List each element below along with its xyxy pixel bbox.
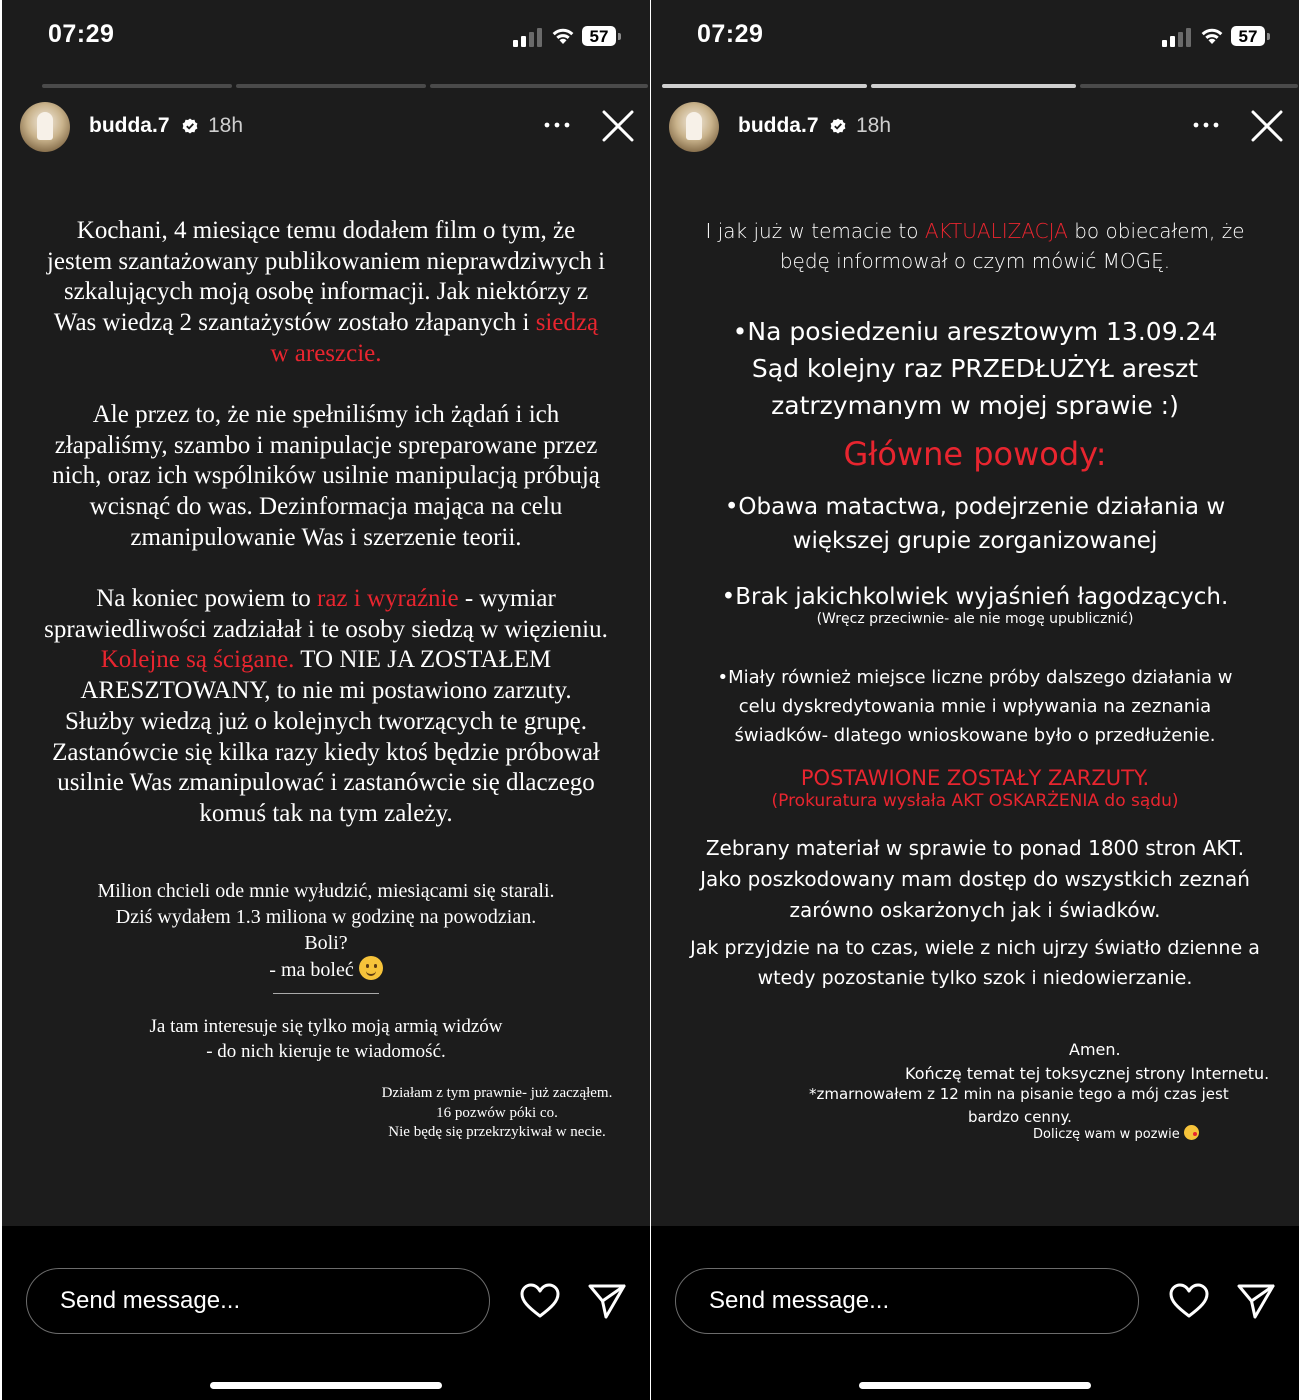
post-age: 18h (208, 114, 244, 137)
highlight-text: siedzą (535, 309, 599, 337)
status-bar (651, 0, 1299, 80)
cellular-signal-icon (513, 27, 543, 47)
cellular-signal-icon (1162, 27, 1192, 47)
text-line: - do nich kieruje te wiadomość. (206, 1041, 446, 1062)
text-line: Jak przyjdzie na to czas, wiele z nich ujrzy światło dzienne a (690, 937, 1260, 959)
text-line: celu dyskredytowania mnie i wpływania na zeznania (738, 696, 1212, 717)
material (651, 833, 1299, 926)
story-progress (42, 84, 648, 88)
text-line: Milion chcieli ode mnie wyłudzić, miesiącami się starali. (97, 880, 555, 902)
home-indicator[interactable] (859, 1382, 1091, 1389)
text-line: Na koniec powiem to raz i wyraźnie - wymiar (96, 585, 556, 612)
text-line: złapaliśmy, szambo i manipulacje spreparowane przez (54, 431, 598, 459)
text-line: Sąd kolejny raz PRZEDŁUŻYŁ areszt (751, 354, 1199, 383)
story-paragraph-6 (354, 1084, 640, 1143)
text-line: ARESZTOWANY, to nie mi postawiono zarzuty. (80, 677, 572, 705)
reply-bar (2, 1226, 650, 1400)
text-line: usilnie Was zmanipulować i zastanówcie się dlaczego (57, 769, 595, 797)
progress-segment (42, 84, 232, 88)
verified-badge-icon (830, 118, 846, 134)
text-line: •Miały również miejsce liczne próby dalszego działania w (717, 667, 1233, 688)
story-intro (651, 216, 1299, 276)
text-line: Nie będę się przekrzykiwał w necie. (388, 1124, 606, 1140)
text-line: •Obawa matactwa, podejrzenie działania w (724, 494, 1226, 520)
send-icon[interactable] (587, 1282, 627, 1320)
close-icon[interactable] (600, 108, 636, 144)
reason-2: •Brak jakichkolwiek wyjaśnień łagodzących. (721, 584, 1229, 610)
text-line: I jak już w temacie to AKTUALIZACJA bo obiecałem, że (705, 219, 1245, 243)
winking-kiss-emoji-icon (1184, 1125, 1199, 1140)
text-line: nich, oraz ich wspólników usilnie manipulacją próbują (52, 462, 600, 490)
outro-line: *zmarnowałem z 12 min na pisanie tego a mój czas jest (809, 1085, 1229, 1103)
story-hearing (651, 313, 1299, 424)
highlight-text: AKTUALIZACJA (924, 219, 1068, 243)
battery-icon (582, 26, 622, 48)
outro-line: Kończę temat tej toksycznej strony Internetu. (905, 1064, 1270, 1083)
clock: 07:29 (697, 20, 764, 48)
battery-level: 57 (582, 26, 616, 46)
story-paragraph-1 (2, 216, 650, 370)
text-line: Działam z tym prawnie- już zacząłem. (381, 1085, 613, 1101)
battery-level: 57 (1231, 26, 1265, 46)
reasons-title: Główne powody: (843, 435, 1107, 473)
text-line: świadków- dlatego wnioskowane było o przedłużenie. (734, 725, 1216, 746)
input-placeholder: Send message... (60, 1287, 241, 1314)
story-canvas[interactable] (2, 0, 650, 1226)
battery-icon (1231, 26, 1271, 48)
story-header (2, 98, 650, 156)
heart-icon[interactable] (520, 1283, 560, 1319)
text-line: Kochani, 4 miesiące temu dodałem film o tym, że (76, 217, 576, 244)
progress-segment (236, 84, 426, 88)
divider (273, 993, 379, 994)
progress-segment (430, 84, 648, 88)
text-line: Ja tam interesuje się tylko moją armią widzów (149, 1016, 503, 1037)
story-paragraph-3 (2, 584, 650, 830)
username[interactable]: budda.7 (89, 114, 170, 137)
text-line: Zastanówcie się kilka razy kiedy ktoś będzie próbował (52, 738, 600, 766)
story-canvas[interactable] (651, 0, 1299, 1226)
text-line: zatrzymanym w mojej sprawie :) (771, 391, 1179, 420)
text-line: •Na posiedzeniu aresztowym 13.09.24 (732, 317, 1218, 346)
progress-segment (1080, 84, 1298, 88)
send-message-input[interactable] (26, 1268, 490, 1334)
story-header (651, 98, 1299, 156)
close-icon[interactable] (1249, 108, 1285, 144)
avatar[interactable] (20, 102, 70, 152)
post-age: 18h (856, 114, 892, 137)
text-line: zmanipulowanie Was i szerzenie teorii. (130, 523, 522, 551)
text-line: będę informował o czym mówić MOGĘ. (779, 249, 1171, 273)
progress-segment (662, 84, 867, 88)
reason-1 (651, 490, 1299, 558)
highlight-text: w areszcie. (270, 339, 382, 367)
input-placeholder: Send message... (709, 1287, 890, 1314)
charges-note: (Prokuratura wysłała AKT OSKARŻENIA do sądu) (771, 791, 1179, 811)
reason-3 (651, 663, 1299, 750)
story-screen-left (2, 0, 650, 1400)
future (651, 933, 1299, 993)
text-line: - ma boleć (2, 956, 650, 983)
text-line: wtedy pozostanie tylko szok i niedowierzanie. (757, 967, 1193, 989)
wifi-icon (550, 24, 576, 46)
text-line: Was wiedzą 2 szantażystów zostało złapanych i siedzą (53, 309, 599, 337)
outro-amen: Amen. (1069, 1040, 1121, 1059)
more-options-icon[interactable] (542, 110, 572, 140)
text-line: Dziś wydałem 1.3 miliona w godzinę na powodzian. (115, 906, 537, 928)
text-line: komuś tak na tym zależy. (199, 799, 453, 827)
outro-line: bardzo cenny. (968, 1108, 1072, 1126)
text-line: Jako poszkodowany mam dostęp do wszystkich zeznań (700, 867, 1250, 891)
story-paragraph-2 (2, 400, 650, 554)
verified-badge-icon (182, 118, 198, 134)
reply-bar (651, 1226, 1299, 1400)
send-message-input[interactable] (675, 1268, 1139, 1334)
text-line: Zebrany materiał w sprawie to ponad 1800 stron AKT. (705, 836, 1245, 860)
text-line: Służby wiedzą już o kolejnych tworzących te grupę. (64, 707, 588, 735)
text-line: Boli? (304, 932, 348, 954)
heart-icon[interactable] (1169, 1283, 1209, 1319)
more-options-icon[interactable] (1191, 110, 1221, 140)
username[interactable]: budda.7 (738, 114, 819, 137)
text-line: jestem szantażowany publikowaniem nieprawdziwych i (46, 247, 606, 275)
charges: POSTAWIONE ZOSTAŁY ZARZUTY. (800, 766, 1150, 790)
smiley-emoji-icon (359, 956, 383, 980)
story-paragraph-5 (2, 1014, 650, 1064)
text-line: Ale przez to, że nie spełniliśmy ich żądań i ich (92, 401, 560, 428)
avatar[interactable] (669, 102, 719, 152)
progress-segment (871, 84, 1076, 88)
reason-2-note: (Wręcz przeciwnie- ale nie mogę upublicznić) (816, 611, 1134, 627)
home-indicator[interactable] (210, 1382, 442, 1389)
story-progress (662, 84, 1298, 88)
outro-line: Doliczę wam w pozwie (1033, 1125, 1199, 1144)
text-line: 16 pozwów póki co. (436, 1104, 558, 1121)
highlight-text: Kolejne są ścigane. (100, 646, 295, 674)
wifi-icon (1199, 24, 1225, 46)
story-screen-right (651, 0, 1299, 1400)
text-line: wcisnąć do was. Dezinformacja mająca na celu (89, 493, 563, 521)
status-bar (2, 0, 650, 80)
send-icon[interactable] (1236, 1282, 1276, 1320)
text-line: szkalujących moją osobę informacji. Jak niektórzy z (63, 278, 589, 306)
text-line: sprawiedliwości zadziałał i te osoby siedzą w więzieniu. (44, 615, 608, 643)
text-line: zarówno oskarżonych jak i świadków. (789, 898, 1161, 922)
clock: 07:29 (48, 20, 115, 48)
text-line: Kolejne są ścigane. TO NIE JA ZOSTAŁEM (100, 646, 552, 674)
text-line: większej grupie zorganizowanej (792, 528, 1158, 554)
highlight-text: raz i wyraźnie (317, 585, 459, 612)
story-paragraph-4 (2, 878, 650, 983)
